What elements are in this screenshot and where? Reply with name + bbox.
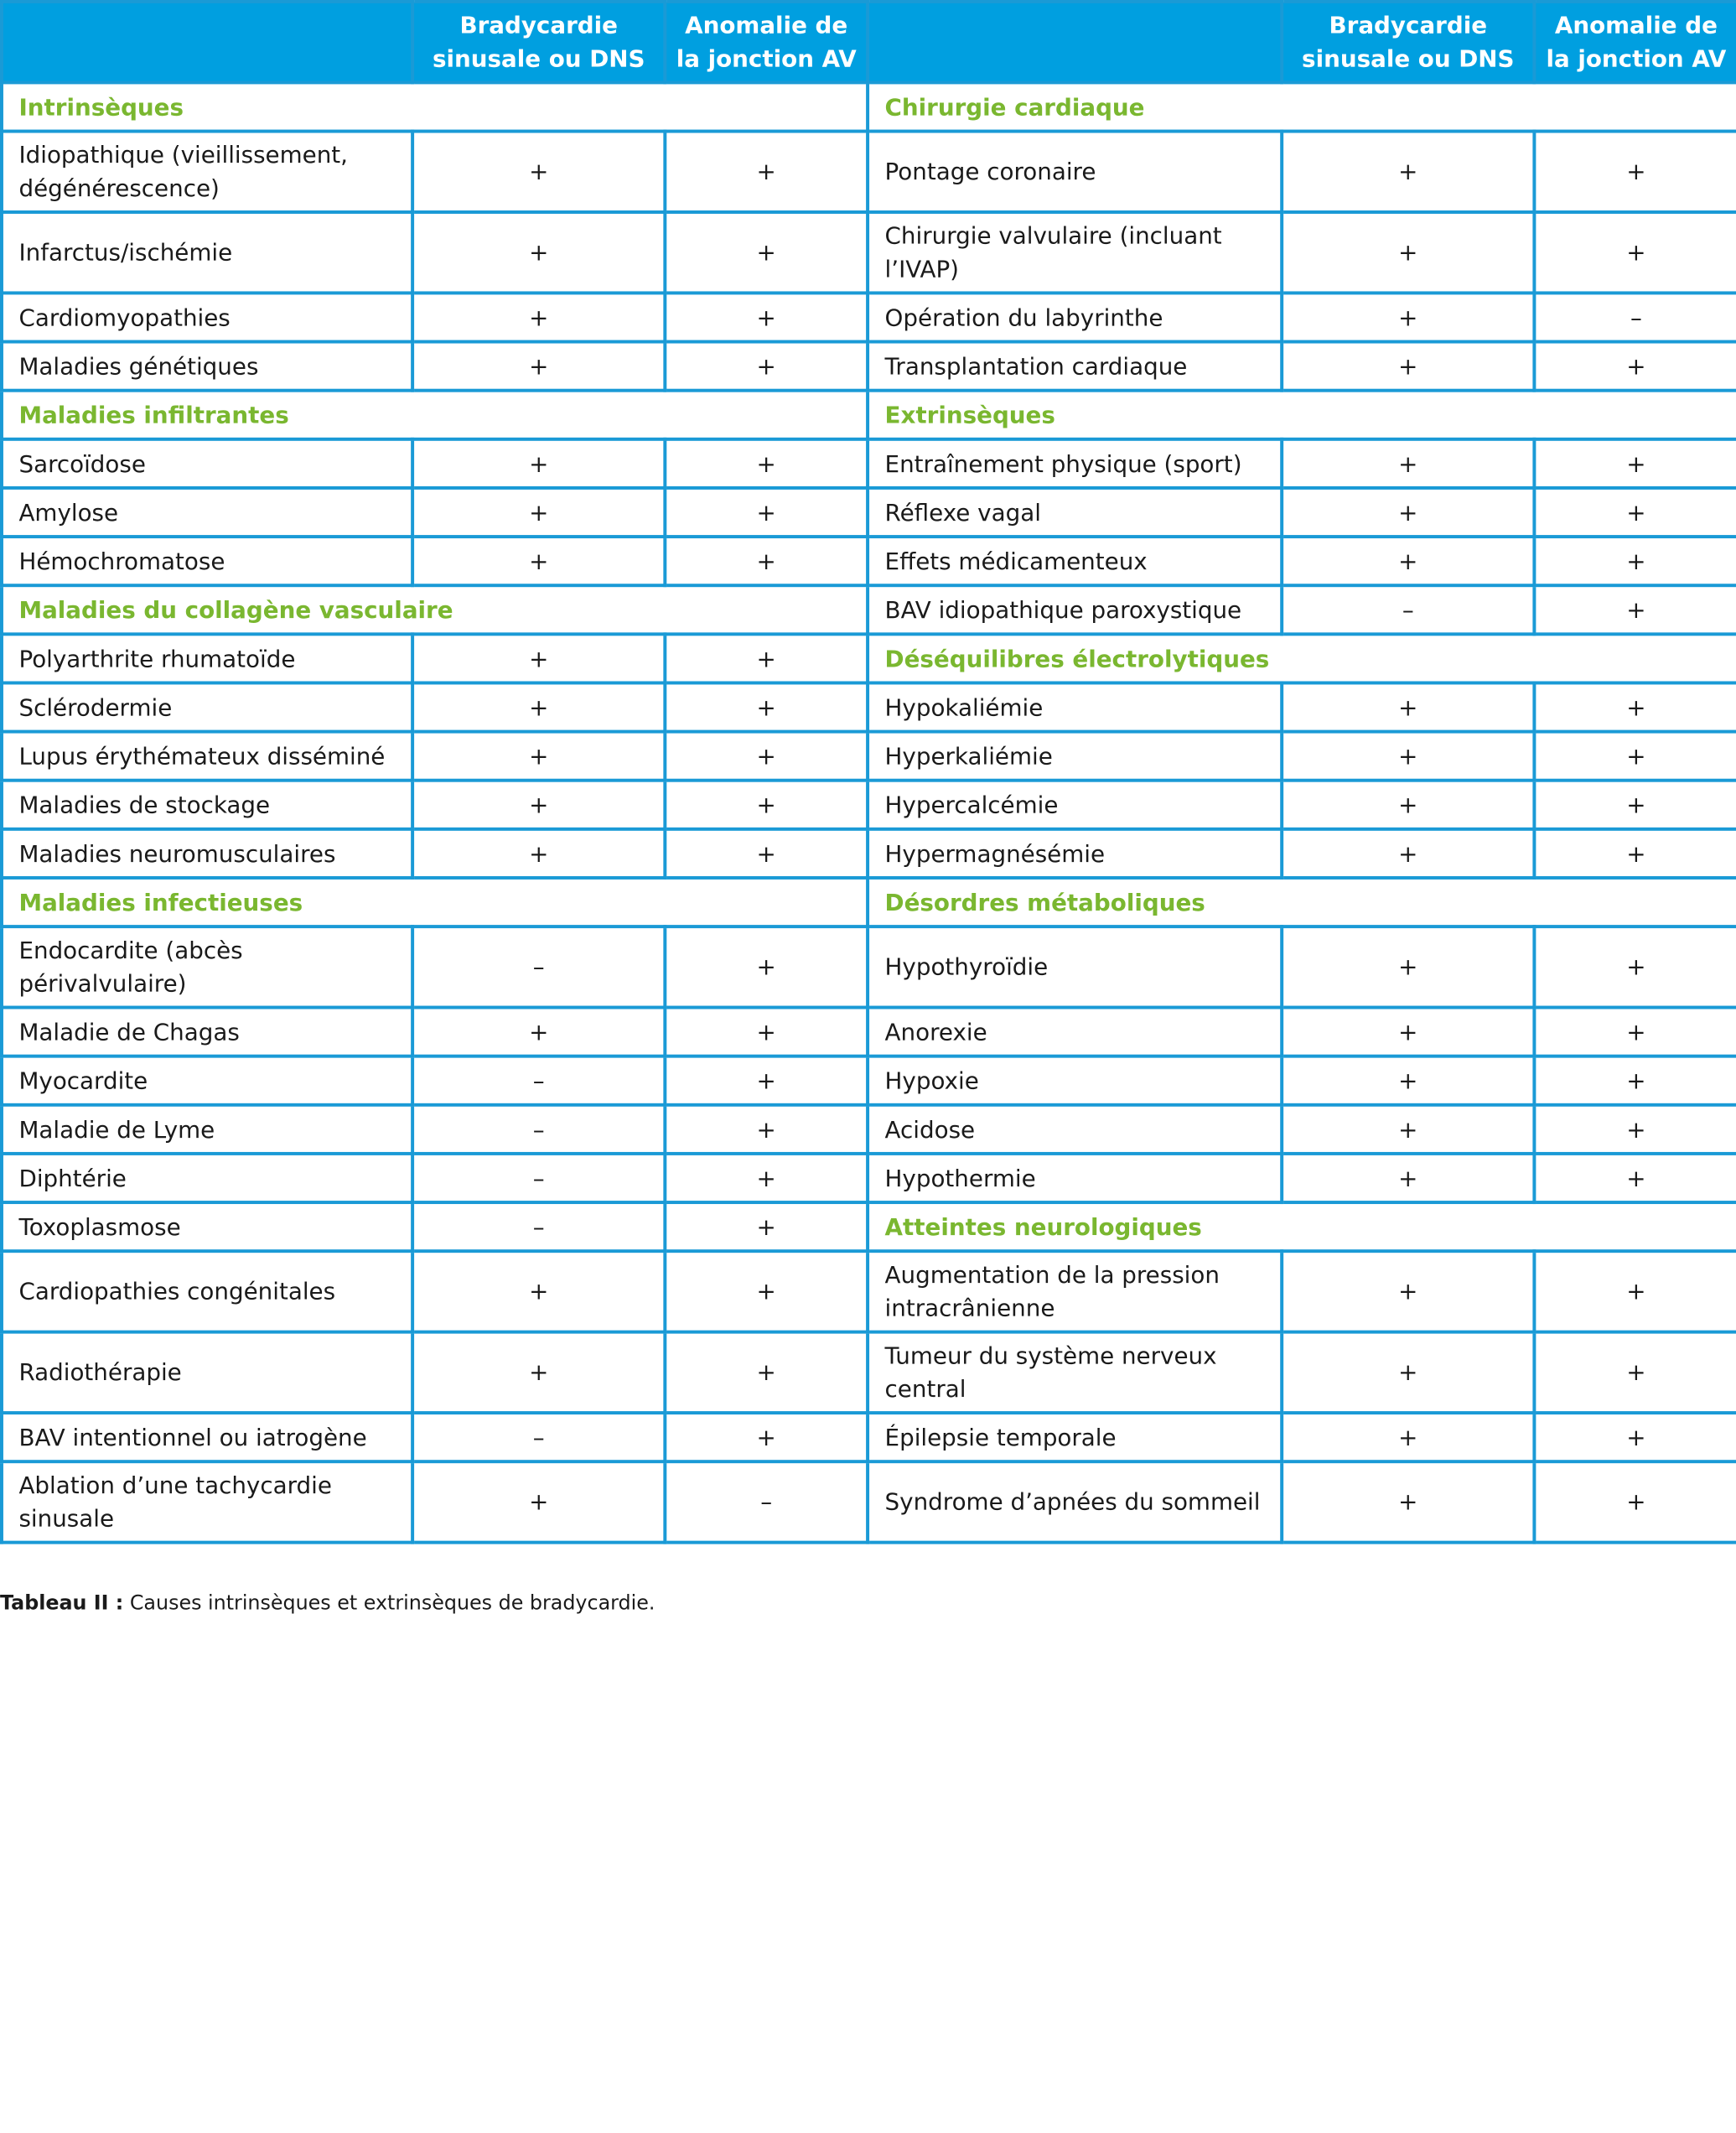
sinus-mark-right: + — [1282, 732, 1534, 781]
cause-label-right: Pontage coronaire — [868, 132, 1282, 212]
av-mark-left: + — [665, 1008, 868, 1056]
av-mark-right: + — [1534, 1056, 1736, 1105]
cause-label-left: Hémochromatose — [2, 537, 412, 585]
cause-label-right: Augmentation de la pression intracrânienne — [868, 1251, 1282, 1331]
sinus-mark-left: + — [412, 212, 665, 293]
cause-label-right: Réflexe vagal — [868, 488, 1282, 537]
sinus-mark-right: + — [1282, 829, 1534, 878]
cause-label-right: Épilepsie temporale — [868, 1413, 1282, 1461]
caption-label: Tableau II : — [0, 1591, 124, 1616]
sinus-mark-right: + — [1282, 488, 1534, 537]
sinus-mark-right: + — [1282, 537, 1534, 585]
cause-label-left: Sarcoïdose — [2, 439, 412, 488]
av-mark-left: + — [665, 342, 868, 391]
sinus-mark-right: + — [1282, 132, 1534, 212]
sinus-mark-right: + — [1282, 1461, 1534, 1542]
av-mark-left: + — [665, 1154, 868, 1202]
av-mark-left: + — [665, 1332, 868, 1413]
sinus-mark-left: + — [412, 132, 665, 212]
cause-label-right: Chirurgie valvulaire (incluant l’IVAP) — [868, 212, 1282, 293]
table-row — [2, 732, 1736, 781]
sinus-mark-right: + — [1282, 342, 1534, 391]
table-row — [2, 1056, 1736, 1105]
av-mark-right: + — [1534, 1154, 1736, 1202]
cause-label-right: Acidose — [868, 1105, 1282, 1154]
sinus-mark-left: + — [412, 1461, 665, 1542]
av-mark-right: + — [1534, 585, 1736, 634]
cause-label-right: Hypercalcémie — [868, 781, 1282, 829]
av-mark-right: + — [1534, 439, 1736, 488]
section-header-right: Atteintes neurologiques — [868, 1202, 1736, 1251]
sinus-mark-right: + — [1282, 1056, 1534, 1105]
table-row — [2, 1413, 1736, 1461]
cause-label-left: Cardiopathies congénitales — [2, 1251, 412, 1331]
av-mark-right: + — [1534, 1413, 1736, 1461]
table-row — [2, 439, 1736, 488]
sinus-mark-left: + — [412, 293, 665, 341]
cause-label-left: Amylose — [2, 488, 412, 537]
cause-label-right: Anorexie — [868, 1008, 1282, 1056]
cause-label-right: Opération du labyrinthe — [868, 293, 1282, 341]
cause-label-right: Hypoxie — [868, 1056, 1282, 1105]
cause-label-right: Syndrome d’apnées du sommeil — [868, 1461, 1282, 1542]
sinus-mark-right: + — [1282, 1008, 1534, 1056]
sinus-mark-left: – — [412, 1413, 665, 1461]
sinus-mark-left: + — [412, 781, 665, 829]
av-mark-left: + — [665, 132, 868, 212]
cause-label-left: Maladie de Lyme — [2, 1105, 412, 1154]
table-row — [2, 585, 1736, 634]
table-row — [2, 1332, 1736, 1413]
sinus-mark-left: + — [412, 1008, 665, 1056]
av-mark-right: + — [1534, 1332, 1736, 1413]
sinus-mark-left: – — [412, 926, 665, 1007]
cause-label-left: Cardiomyopathies — [2, 293, 412, 341]
table-row — [2, 829, 1736, 878]
sinus-mark-left: + — [412, 537, 665, 585]
sinus-mark-left: – — [412, 1105, 665, 1154]
sinus-mark-left: + — [412, 488, 665, 537]
cause-label-left: Toxoplasmose — [2, 1202, 412, 1251]
av-mark-left: + — [665, 293, 868, 341]
av-mark-right: + — [1534, 488, 1736, 537]
cause-label-right: Hyperkaliémie — [868, 732, 1282, 781]
cause-label-right: Hypothyroïdie — [868, 926, 1282, 1007]
table-body — [2, 82, 1736, 1542]
header-col-av-left: Anomalie de la jonction AV — [665, 2, 868, 82]
table-row — [2, 926, 1736, 1007]
av-mark-right: + — [1534, 829, 1736, 878]
av-mark-right: + — [1534, 926, 1736, 1007]
header-col-av-right: Anomalie de la jonction AV — [1534, 2, 1736, 82]
sinus-mark-left: + — [412, 682, 665, 731]
sinus-mark-right: – — [1282, 585, 1534, 634]
sinus-mark-left: + — [412, 342, 665, 391]
sinus-mark-left: + — [412, 439, 665, 488]
av-mark-right: + — [1534, 1251, 1736, 1331]
table-row — [2, 537, 1736, 585]
header-empty-left — [2, 2, 412, 82]
cause-label-left: Sclérodermie — [2, 682, 412, 731]
sinus-mark-right: + — [1282, 1413, 1534, 1461]
table-row — [2, 1251, 1736, 1331]
sinus-mark-left: – — [412, 1202, 665, 1251]
cause-label-left: Idiopathique (vieillissement, dégénérescence) — [2, 132, 412, 212]
sinus-mark-right: + — [1282, 212, 1534, 293]
sinus-mark-right: + — [1282, 1332, 1534, 1413]
cause-label-right: BAV idiopathique paroxystique — [868, 585, 1282, 634]
section-header-right: Désordres métaboliques — [868, 878, 1736, 926]
cause-label-right: Transplantation cardiaque — [868, 342, 1282, 391]
sinus-mark-right: + — [1282, 682, 1534, 731]
sinus-mark-left: + — [412, 1332, 665, 1413]
av-mark-left: + — [665, 537, 868, 585]
table-row — [2, 1202, 1736, 1251]
sinus-mark-right: + — [1282, 1251, 1534, 1331]
table-row — [2, 878, 1736, 926]
cause-label-right: Hypothermie — [868, 1154, 1282, 1202]
table-row — [2, 1008, 1736, 1056]
cause-label-left: Endocardite (abcès périvalvulaire) — [2, 926, 412, 1007]
section-header-right: Extrinsèques — [868, 391, 1736, 439]
sinus-mark-right: + — [1282, 293, 1534, 341]
av-mark-right: + — [1534, 781, 1736, 829]
av-mark-left: + — [665, 1251, 868, 1331]
sinus-mark-right: + — [1282, 1154, 1534, 1202]
table-row — [2, 293, 1736, 341]
av-mark-right: + — [1534, 1105, 1736, 1154]
av-mark-right: + — [1534, 682, 1736, 731]
av-mark-left: + — [665, 829, 868, 878]
sinus-mark-left: – — [412, 1056, 665, 1105]
av-mark-right: + — [1534, 212, 1736, 293]
av-mark-right: + — [1534, 1461, 1736, 1542]
av-mark-left: + — [665, 1202, 868, 1251]
cause-label-left: Lupus érythémateux disséminé — [2, 732, 412, 781]
table-row — [2, 342, 1736, 391]
table-header-row — [2, 2, 1736, 82]
cause-label-left: BAV intentionnel ou iatrogène — [2, 1413, 412, 1461]
sinus-mark-left: + — [412, 634, 665, 682]
av-mark-left: + — [665, 926, 868, 1007]
cause-label-right: Tumeur du système nerveux central — [868, 1332, 1282, 1413]
table-caption — [0, 1591, 655, 1616]
av-mark-right: + — [1534, 342, 1736, 391]
cause-label-left: Maladies de stockage — [2, 781, 412, 829]
cause-label-left: Diphtérie — [2, 1154, 412, 1202]
header-col-sinus-left: Bradycardie sinusale ou DNS — [412, 2, 665, 82]
table-row — [2, 1461, 1736, 1542]
header-col-sinus-right: Bradycardie sinusale ou DNS — [1282, 2, 1534, 82]
cause-label-left: Ablation d’une tachycardie sinusale — [2, 1461, 412, 1542]
cause-label-right: Hypokaliémie — [868, 682, 1282, 731]
table-row — [2, 212, 1736, 293]
cause-label-left: Maladies neuromusculaires — [2, 829, 412, 878]
cause-label-left: Myocardite — [2, 1056, 412, 1105]
av-mark-left: + — [665, 1105, 868, 1154]
av-mark-right: + — [1534, 537, 1736, 585]
section-header-left: Maladies infectieuses — [2, 878, 868, 926]
av-mark-left: – — [665, 1461, 868, 1542]
av-mark-right: + — [1534, 1008, 1736, 1056]
table-row — [2, 634, 1736, 682]
table-row — [2, 1105, 1736, 1154]
av-mark-right: + — [1534, 732, 1736, 781]
sinus-mark-right: + — [1282, 439, 1534, 488]
table-row — [2, 132, 1736, 212]
section-header-right: Déséquilibres électrolytiques — [868, 634, 1736, 682]
av-mark-left: + — [665, 781, 868, 829]
cause-label-left: Infarctus/ischémie — [2, 212, 412, 293]
av-mark-left: + — [665, 1413, 868, 1461]
table-row — [2, 682, 1736, 731]
sinus-mark-right: + — [1282, 1105, 1534, 1154]
cause-label-left: Radiothérapie — [2, 1332, 412, 1413]
sinus-mark-left: – — [412, 1154, 665, 1202]
table-row — [2, 781, 1736, 829]
table-row — [2, 391, 1736, 439]
header-empty-right — [868, 2, 1282, 82]
sinus-mark-right: + — [1282, 781, 1534, 829]
sinus-mark-left: + — [412, 1251, 665, 1331]
av-mark-right: – — [1534, 293, 1736, 341]
section-header-left: Maladies du collagène vasculaire — [2, 585, 868, 634]
cause-label-right: Entraînement physique (sport) — [868, 439, 1282, 488]
cause-label-right: Effets médicamenteux — [868, 537, 1282, 585]
av-mark-left: + — [665, 634, 868, 682]
table-row — [2, 488, 1736, 537]
cause-label-left: Polyarthrite rhumatoïde — [2, 634, 412, 682]
av-mark-left: + — [665, 212, 868, 293]
table-row — [2, 1154, 1736, 1202]
sinus-mark-right: + — [1282, 926, 1534, 1007]
sinus-mark-left: + — [412, 829, 665, 878]
cause-label-right: Hypermagnésémie — [868, 829, 1282, 878]
sinus-mark-left: + — [412, 732, 665, 781]
cause-label-left: Maladie de Chagas — [2, 1008, 412, 1056]
cause-label-left: Maladies génétiques — [2, 342, 412, 391]
av-mark-left: + — [665, 1056, 868, 1105]
av-mark-left: + — [665, 439, 868, 488]
av-mark-left: + — [665, 488, 868, 537]
section-header-left: Intrinsèques — [2, 82, 868, 131]
section-header-right: Chirurgie cardiaque — [868, 82, 1736, 131]
av-mark-left: + — [665, 682, 868, 731]
table-row — [2, 82, 1736, 131]
av-mark-right: + — [1534, 132, 1736, 212]
caption-text: Causes intrinsèques et extrinsèques de bradycardie. — [123, 1591, 656, 1616]
av-mark-left: + — [665, 732, 868, 781]
section-header-left: Maladies infiltrantes — [2, 391, 868, 439]
